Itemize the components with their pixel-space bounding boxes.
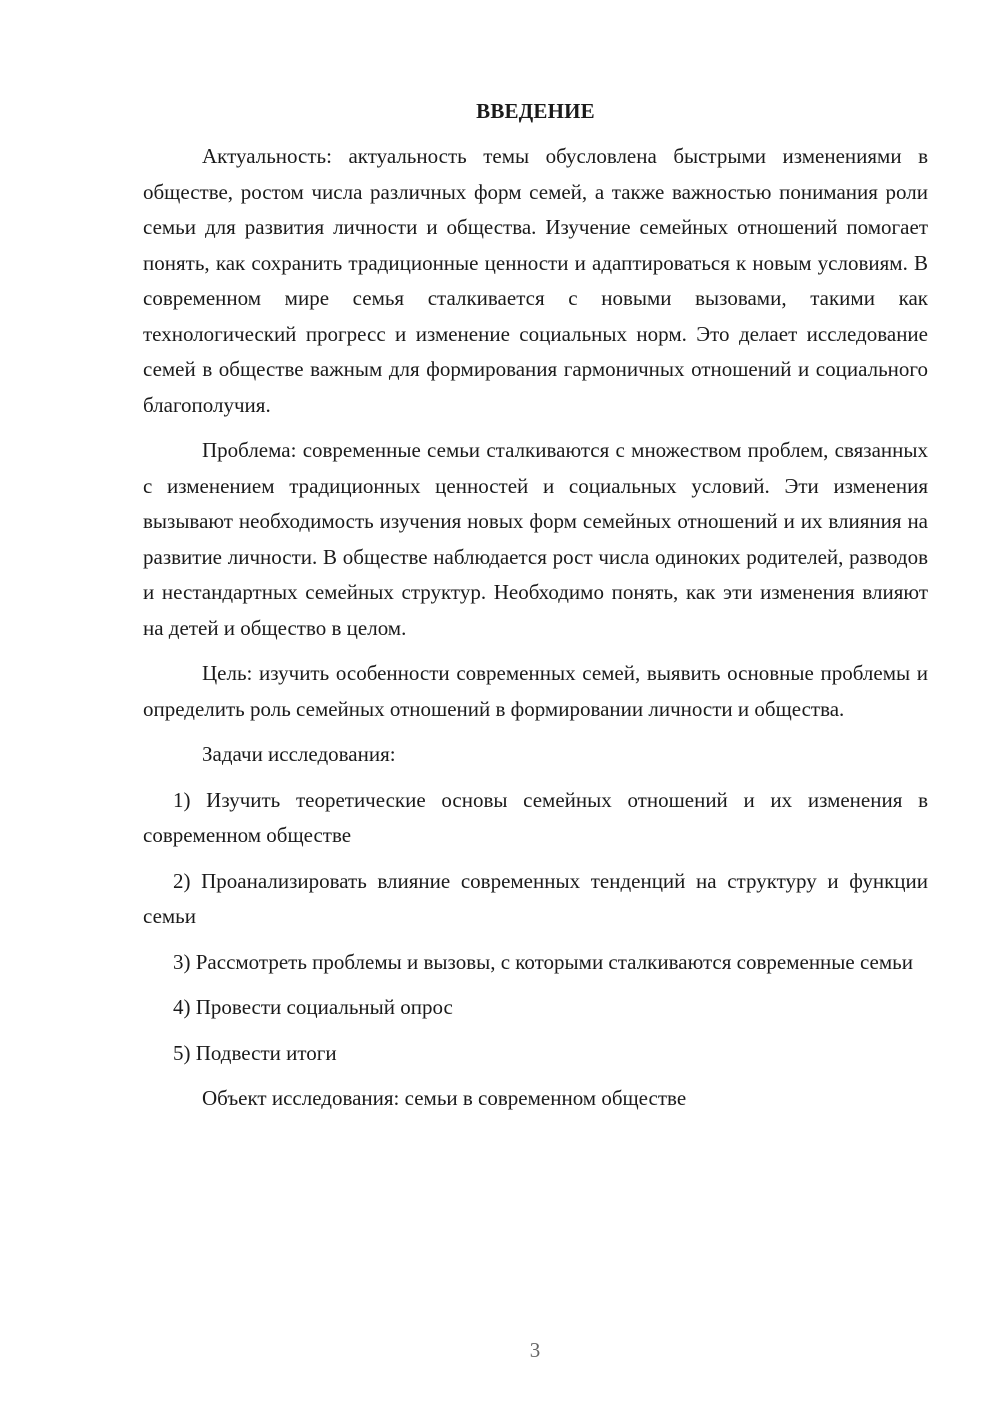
tasks-heading: Задачи исследования: — [202, 742, 396, 766]
task-item-1: 1) Изучить теоретические основы семейных отношений и их изменения в современном обществе — [143, 787, 928, 847]
page-title: ВВЕДЕНИЕ — [476, 99, 595, 123]
page-content — [143, 94, 928, 1117]
task-item-3: 3) Рассмотреть проблемы и вызовы, с которыми сталкиваются современные семьи — [173, 949, 913, 974]
task-item-5: 5) Подвести итоги — [173, 1040, 337, 1065]
problem-paragraph: Проблема: современные семьи сталкиваются с множеством проблем, связанных с изменением традиционных ценностей и социальных условий. Эти изменения вызывают необходимость изучения новых форм семейных отношений и их влияния на развитие личности. В обществе наблюдается рост числа одиноких родителей, разводов и нестандартных семейных структур. Необходимо понять, как эти изменения влияют на детей и общество в целом. — [143, 438, 928, 640]
page-number: 3 — [529, 1338, 541, 1362]
goal-paragraph: Цель: изучить особенности современных семей, выявить основные проблемы и определить роль семейных отношений в формировании личности и общества. — [143, 661, 928, 721]
task-item-4: 4) Провести социальный опрос — [173, 995, 453, 1019]
relevance-paragraph: Актуальность: актуальность темы обусловлена быстрыми изменениями в обществе, ростом числа различных форм семей, а также важностью понимания роли семьи для развития личности и общества. Изучение семейных отношений помогает понять, как сохранить традиционные ценности и адаптироваться к новым условиям. В современном мире семья сталкивается с новыми вызовами, такими как технологический прогресс и изменение социальных норм. Это делает исследование семей в обществе важным для формирования гармоничных отношений и социального благополучия. — [143, 144, 928, 417]
task-item-2: 2) Проанализировать влияние современных тенденций на структуру и функции семьи — [143, 868, 928, 928]
object-paragraph: Объект исследования: семьи в современном обществе — [202, 1086, 687, 1110]
